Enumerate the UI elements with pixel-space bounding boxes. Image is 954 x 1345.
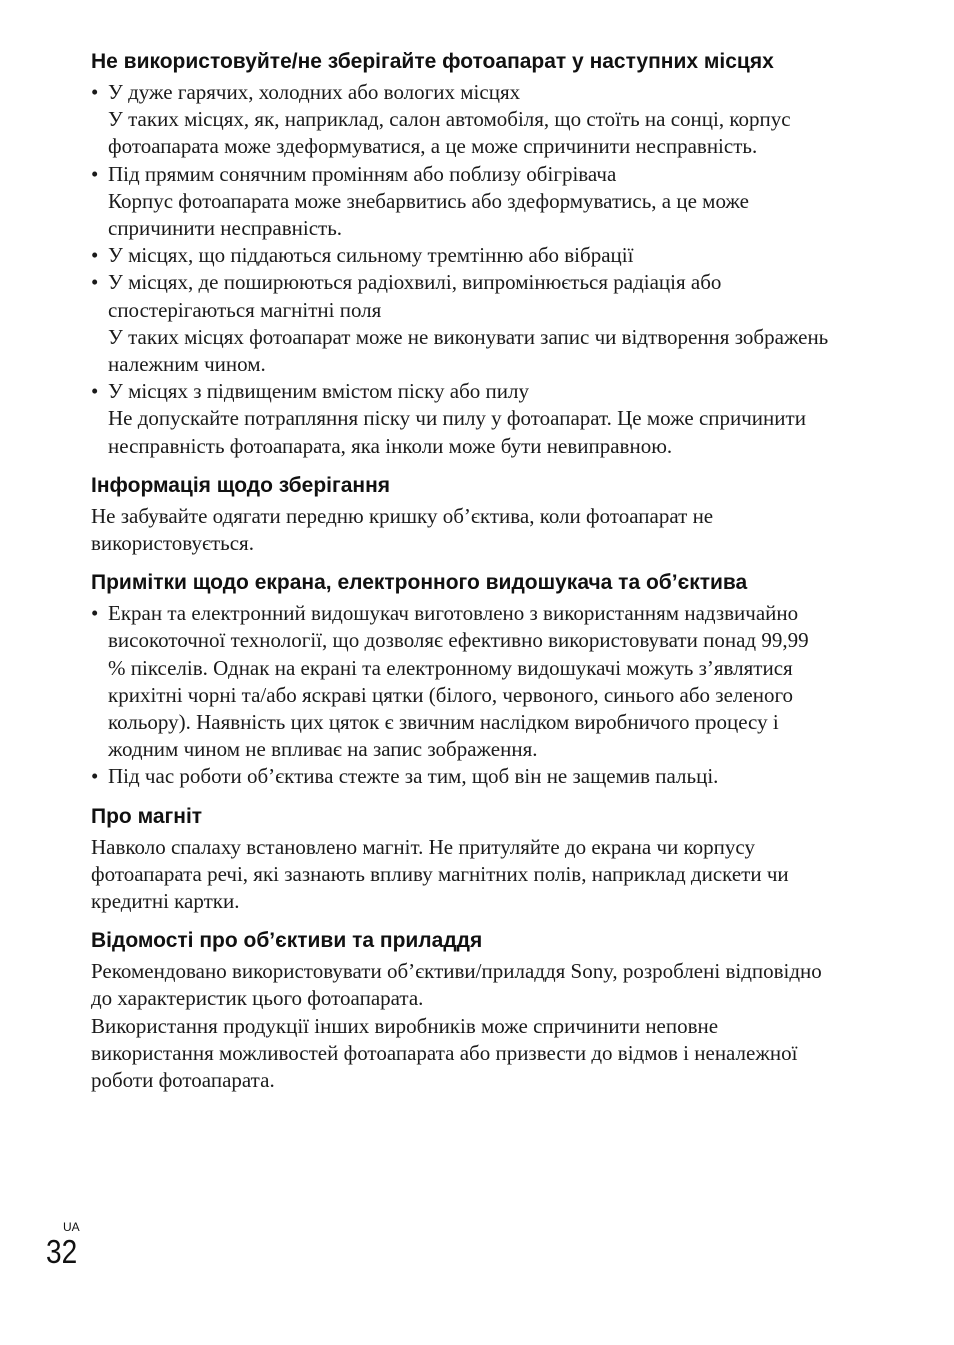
list-item (91, 600, 831, 763)
list-item (91, 763, 831, 790)
bullet-list (91, 79, 831, 460)
section-heading: Відомості про об’єктиви та приладдя (91, 929, 483, 953)
item-title: Під час роботи об’єктива стежте за тим, щоб він не защемив пальці. (108, 764, 719, 789)
section-heading: Примітки щодо екрана, електронного видошукача та об’єктива (91, 571, 748, 595)
item-title: У дуже гарячих, холодних або вологих місцях (108, 80, 521, 104)
page-number: 32 (46, 1233, 78, 1270)
item-title: У місцях, що піддаються сильному тремтінню або вібрації (108, 243, 634, 268)
item-title: Під прямим сонячним промінням або поблизу обігрівача (108, 161, 617, 186)
item-description: У таких місцях, як, наприклад, салон автомобіля, що стоїть на сонці, корпус фотоапарата може здеформуватися, а це може спричинити несправність. (108, 107, 791, 159)
item-title: У місцях, де поширюються радіохвилі, випромінюється радіація або спостерігаються магнітні поля (108, 270, 722, 322)
section-storage-places (91, 48, 831, 460)
bullet-list (91, 600, 831, 790)
paragraph: Не забувайте одягати передню кришку об’єктива, коли фотоапарат не використовується. (91, 503, 714, 556)
section-magnet (91, 803, 831, 916)
list-item (91, 378, 831, 460)
list-item (91, 269, 831, 378)
list-item (91, 79, 831, 161)
item-description: Корпус фотоапарата може знебарвитись або здеформуватись, а це може спричинити несправність. (108, 188, 749, 241)
paragraph: Рекомендовано використовувати об’єктиви/приладдя Sony, розроблені відповідно до характеристик цього фотоапарата. (91, 959, 822, 1011)
item-description: Не допускайте потрапляння піску чи пилу у фотоапарат. Це може спричинити несправність фотоапарата, яка інколи може бути невиправною. (108, 406, 806, 458)
section-storage-info (91, 472, 831, 557)
list-item (91, 161, 831, 243)
paragraph: Використання продукції інших виробників може спричинити неповне використання можливостей фотоапарата або призвести до відмов і неналежної роботи фотоапарата. (91, 1013, 798, 1093)
locale-label: UA (63, 1220, 80, 1234)
section-heading: Про магніт (91, 804, 203, 828)
section-screen-notes (91, 569, 831, 790)
item-title: У місцях з підвищеним вмістом піску або пилу (108, 379, 529, 404)
item-description: У таких місцях фотоапарат може не виконувати запис чи відтворення зображень належним чином. (108, 324, 829, 377)
item-title: Екран та електронний видошукач виготовлено з використанням надзвичайно високоточної технології, що дозволяє ефективно використовувати понад 99,99 % пікселів. Однак на екрані та електронному видошукачі можуть з’являтися крихітні чорні та/або яскраві цятки (білого, червоного, синього або зеленого кольору). Наявність цих цяток є звичним наслідком виробничого процесу і жодним чином не впливає на запис зображення. (108, 601, 809, 762)
list-item (91, 242, 831, 269)
paragraph: Навколо спалаху встановлено магніт. Не притуляйте до екрана чи корпусу фотоапарата речі, які зазнають впливу магнітних полів, наприклад дискети чи кредитні картки. (91, 834, 789, 914)
section-heading: Не використовуйте/не зберігайте фотоапарат у наступних місцях (91, 50, 774, 73)
section-lenses-accessories (91, 927, 831, 1094)
section-heading: Інформація щодо зберігання (91, 473, 391, 497)
page-content (91, 48, 831, 1094)
